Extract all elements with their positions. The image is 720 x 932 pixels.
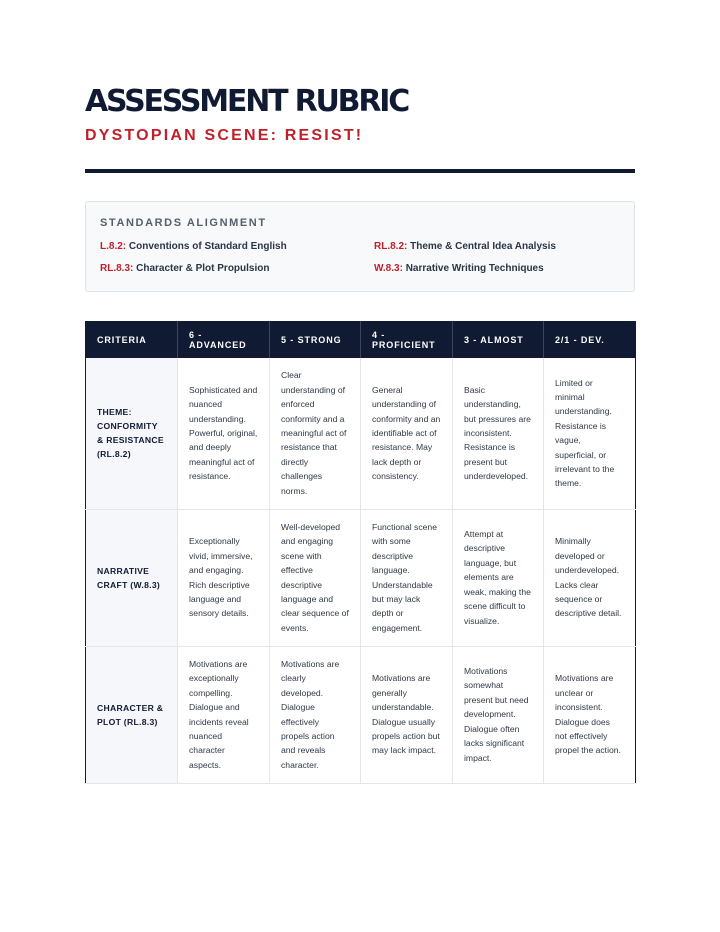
rubric-cell: Well-developed and engaging scene with effective descriptive language and clear sequence of events.: [270, 509, 361, 646]
rubric-cell: Attempt at descriptive language, but elements are weak, making the scene difficult to visualize.: [453, 509, 544, 646]
standard-text: Character & Plot Propulsion: [136, 263, 270, 274]
header-divider: [85, 169, 635, 173]
criteria-cell: THEME: CONFORMITY & RESISTANCE (RL.8.2): [86, 358, 178, 509]
rubric-cell: Clear understanding of enforced conformity and a meaningful act of resistance that directly challenges norms.: [270, 358, 361, 509]
page-subtitle: DYSTOPIAN SCENE: RESIST!: [85, 127, 364, 144]
standard-code: L.8.2:: [100, 241, 127, 252]
table-row: [86, 646, 636, 783]
column-header-developing: 2/1 - DEV.: [544, 321, 636, 358]
criteria-cell: NARRATIVE CRAFT (W.8.3): [86, 509, 178, 646]
criteria-cell: CHARACTER & PLOT (RL.8.3): [86, 646, 178, 783]
column-header-strong: 5 - STRONG: [270, 321, 361, 358]
standard-text: Conventions of Standard English: [128, 241, 287, 252]
rubric-cell: Limited or minimal understanding. Resistance is vague, superficial, or irrelevant to the theme.: [544, 358, 636, 509]
standard-item: [374, 263, 634, 275]
standard-text: Theme & Central Idea Analysis: [410, 241, 556, 252]
rubric-cell: Motivations somewhat present but need development. Dialogue often lacks significant impact.: [453, 646, 544, 783]
rubric-table: [85, 321, 636, 784]
rubric-cell: Motivations are generally understandable. Dialogue usually propels action but may lack impact.: [361, 646, 453, 783]
standards-heading: STANDARDS ALIGNMENT: [100, 217, 267, 229]
rubric-cell: Motivations are unclear or inconsistent. Dialogue does not effectively propel the action.: [544, 646, 636, 783]
rubric-cell: Sophisticated and nuanced understanding. Powerful, original, and deeply meaningful act of resistance.: [178, 358, 270, 509]
table-row: [86, 509, 636, 646]
rubric-cell: Motivations are clearly developed. Dialogue effectively propels action and reveals character.: [270, 646, 361, 783]
rubric-cell: Motivations are exceptionally compelling. Dialogue and incidents reveal nuanced character aspects.: [178, 646, 270, 783]
standard-code: RL.8.2:: [374, 241, 408, 252]
column-header-advanced: 6 - ADVANCED: [178, 321, 270, 358]
rubric-cell: Minimally developed or underdeveloped. Lacks clear sequence or descriptive detail.: [544, 509, 636, 646]
standards-alignment-box: [85, 201, 635, 292]
standard-item: [374, 241, 634, 253]
column-header-criteria: CRITERIA: [86, 321, 178, 358]
rubric-cell: Exceptionally vivid, immersive, and engaging. Rich descriptive language and sensory details.: [178, 509, 270, 646]
standard-item: [100, 241, 374, 253]
column-header-proficient: 4 - PROFICIENT: [361, 321, 453, 358]
column-header-almost: 3 - ALMOST: [453, 321, 544, 358]
page-title: ASSESSMENT RUBRIC: [85, 84, 409, 119]
rubric-header-row: [86, 321, 636, 358]
rubric-cell: Functional scene with some descriptive language. Understandable but may lack depth or engagement.: [361, 509, 453, 646]
standard-code: W.8.3:: [374, 263, 403, 274]
standard-text: Narrative Writing Techniques: [405, 263, 544, 274]
standard-code: RL.8.3:: [100, 263, 134, 274]
standards-list: [100, 241, 620, 275]
rubric-cell: General understanding of conformity and an identifiable act of resistance. May lack depth or consistency.: [361, 358, 453, 509]
rubric-cell: Basic understanding, but pressures are inconsistent. Resistance is present but underdeveloped.: [453, 358, 544, 509]
rubric-header: [85, 86, 635, 145]
standard-item: [100, 263, 374, 275]
table-row: [86, 358, 636, 509]
